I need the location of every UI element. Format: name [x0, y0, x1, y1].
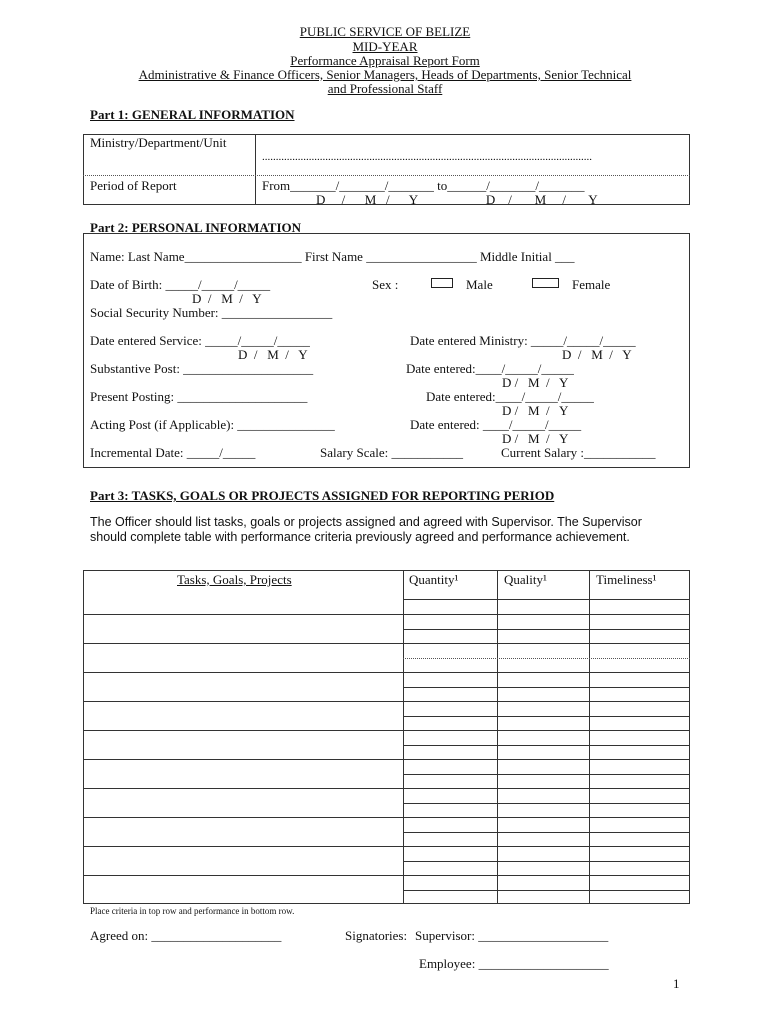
acting-dmy: D / M / Y [502, 431, 569, 446]
ministry-field[interactable]: ........................................................................................................................ [262, 151, 592, 163]
row-line [403, 803, 690, 804]
part1-divider [255, 134, 256, 205]
present-posting-field[interactable]: Present Posting: ____________________ [90, 389, 308, 404]
date-ministry-field[interactable]: Date entered Ministry: _____/_____/_____ [410, 333, 636, 348]
col-header-quality: Quality¹ [504, 572, 547, 587]
row-line [83, 614, 690, 615]
row-line [403, 861, 690, 862]
male-label: Male [466, 277, 493, 292]
part3-title: Part 3: TASKS, GOALS OR PROJECTS ASSIGNED FOR REPORTING PERIOD [90, 488, 555, 503]
row-line [403, 716, 690, 717]
col-header-quantity: Quantity¹ [409, 572, 459, 587]
header-line-2: MID-YEAR [352, 39, 418, 54]
acting-post-field[interactable]: Acting Post (if Applicable): _______________ [90, 417, 335, 432]
female-label: Female [572, 277, 611, 292]
row-line [83, 730, 690, 731]
row-line [83, 788, 690, 789]
row-line [403, 890, 690, 891]
header-line-1: PUBLIC SERVICE OF BELIZE [299, 24, 471, 39]
row-line [83, 846, 690, 847]
table-note: Place criteria in top row and performance in bottom row. [90, 906, 295, 916]
col-divider-1 [403, 570, 404, 904]
col-divider-3 [589, 570, 590, 904]
tasks-table [83, 570, 690, 904]
row-line [403, 774, 690, 775]
period-label: Period of Report [90, 178, 177, 193]
substantive-post-field[interactable]: Substantive Post: ____________________ [90, 361, 314, 376]
current-salary-field[interactable]: Current Salary :___________ [501, 445, 656, 460]
page-number: 1 [673, 976, 680, 991]
employee-signature-field[interactable]: Employee: ____________________ [419, 956, 609, 971]
date-service-field[interactable]: Date entered Service: _____/_____/_____ [90, 333, 310, 348]
dob-dmy: D / M / Y [192, 291, 262, 306]
substantive-dmy: D / M / Y [502, 375, 569, 390]
row-line [403, 658, 690, 659]
row-line [83, 701, 690, 702]
row-line [83, 759, 690, 760]
part2-title: Part 2: PERSONAL INFORMATION [90, 220, 302, 235]
signatories-label: Signatories: [345, 928, 408, 943]
row-line [83, 817, 690, 818]
header-line-3: Performance Appraisal Report Form [290, 53, 480, 68]
period-dmy: D / M / Y D / M / Y [316, 192, 598, 207]
ssn-field[interactable]: Social Security Number: _________________ [90, 305, 333, 320]
present-date-field[interactable]: Date entered:____/_____/_____ [426, 389, 594, 404]
part1-title: Part 1: GENERAL INFORMATION [90, 107, 295, 122]
row-line [83, 875, 690, 876]
col-header-timeliness: Timeliness¹ [596, 572, 657, 587]
ministry-label: Ministry/Department/Unit [90, 135, 227, 150]
dob-field[interactable]: Date of Birth: _____/_____/_____ [90, 277, 271, 292]
incremental-date-field[interactable]: Incremental Date: _____/_____ [90, 445, 256, 460]
row-line [403, 832, 690, 833]
row-line [83, 643, 690, 644]
supervisor-signature-field[interactable]: Supervisor: ____________________ [415, 928, 609, 943]
col-divider-2 [497, 570, 498, 904]
name-field[interactable]: Name: Last Name__________________ First Name _________________ Middle Initial ___ [90, 249, 575, 264]
period-field[interactable]: From_______/_______/_______ to______/_______/_______ [262, 178, 585, 193]
sex-label: Sex : [372, 277, 399, 292]
date-service-dmy: D / M / Y [238, 347, 308, 362]
part1-row-divider [83, 175, 690, 176]
substantive-date-field[interactable]: Date entered:____/_____/_____ [406, 361, 574, 376]
present-dmy: D / M / Y [502, 403, 569, 418]
row-line [403, 599, 690, 600]
agreed-on-field[interactable]: Agreed on: ____________________ [90, 928, 282, 943]
part3-instructions: The Officer should list tasks, goals or projects assigned and agreed with Supervisor. The Supervisor should complete table with performance criteria previously agreed and performance achievement. [90, 515, 642, 544]
row-line [403, 687, 690, 688]
header-line-5: and Professional Staff [327, 81, 443, 96]
male-checkbox[interactable] [431, 278, 453, 288]
col-header-tasks: Tasks, Goals, Projects [177, 572, 292, 587]
row-line [403, 629, 690, 630]
header-line-4: Administrative & Finance Officers, Senior Managers, Heads of Departments, Senior Technical [138, 67, 632, 82]
acting-date-field[interactable]: Date entered: ____/_____/_____ [410, 417, 582, 432]
date-ministry-dmy: D / M / Y [562, 347, 632, 362]
row-line [83, 672, 690, 673]
female-checkbox[interactable] [532, 278, 559, 288]
salary-scale-field[interactable]: Salary Scale: ___________ [320, 445, 463, 460]
row-line [403, 745, 690, 746]
